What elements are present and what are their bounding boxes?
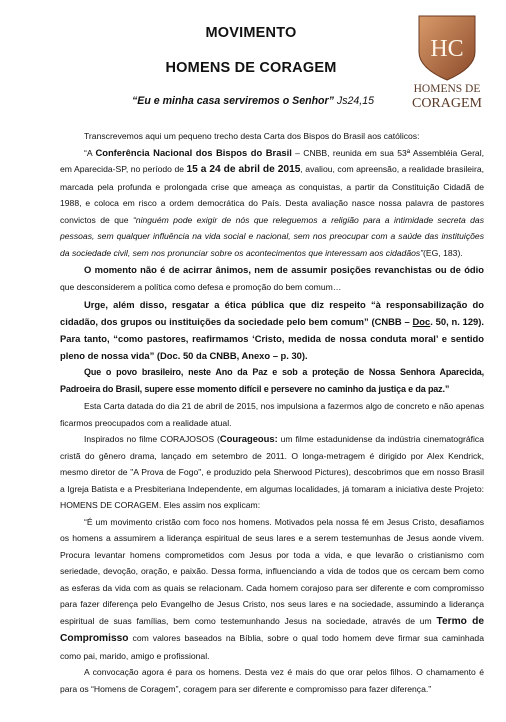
logo-line1: HOMENS DE [413,83,481,95]
p2-citation: “ninguém pode exigir de nós que releguemos a religião para a intimidade secreta das pessoas, sem qualquer influência na vida social e nacional, sem nos preocupar com a saúde das instituições da sociedade civil, sem nos pronunciar sobre os acontecimentos que interessam aos cidadãos” [60,214,484,258]
logo-monogram: HC [430,36,464,62]
p4-text-b: . 50, n. 129). Para tanto, “como pastores, reafirmamos ‘Cristo, medida de nossa conduta moral’ e sentido pleno de nossa vida” (Doc. 50 da CNBB, Anexo – p. 30). [60,316,484,361]
p7-text-a: Inspirados no filme CORAJOSOS ( [84,434,220,444]
p2-text-a: – CNBB, reunida em sua 53ª Assembléia Geral, em Aparecida-SP, no período de [60,147,485,174]
paragraph-call: A convocação agora é para os homens. Desta vez é mais do que orar pelos filhos. O chamamento é para os “Homens de Coragem”, coragem para ser diferente e compromisso para fazer diferença.” [60,667,484,694]
p2-dates: 15 a 24 de abril de 2015 [186,164,301,175]
p8-term: Termo de Compromisso [60,615,484,644]
p7-text-b: um filme estadunidense da indústria cinematográfica cristã do gênero drama, lançado em setembro de 2011. O longa-metragem é dirigido por Alex Kendrick, mesmo diretor de "A Prova de Fogo", e produzido pela Sherwood Pictures), descobrimos que em nosso Brasil a Igreja Batista e a Presbiteriana Independente, em algumas localidades, já tomaram a iniciativa deste Projeto: HOMENS DE CORAGEM. Eles assim nos explicam: [60,434,484,510]
p2-ref: (EG, 183). [423,247,463,258]
logo-line2: CORAGEM [411,96,483,110]
homens-de-coragem-logo [397,10,497,110]
paragraph-impulse: Esta Carta datada do dia 21 de abril de 2015, nos impulsiona a fazermos algo de concreto e não apenas ficarmos preocupados com a realidade atual. [60,401,484,428]
document-body [60,128,484,697]
p4-text-a: Urge, além disso, resgatar a ética pública que diz respeito “à responsabilização do cidadão, dos grupos ou instituições da sociedade pelo bem comum” (CNBB – [60,299,484,327]
paragraph-intro: Transcrevemos aqui um pequeno trecho desta Carta dos Bispos do Brasil aos católicos: [84,131,420,141]
p8-text-a: “É um movimento cristão com foco nos homens. Motivados pela nossa fé em Jesus Cristo, desafiamos os homens a assumirem a liderança espiritual de seus lares e a serem testemunhas de Jesus aonde vivem. Procura levantar homens comprometidos com Jesus por toda a vida, e que levarão o cristianismo com seriedade, devoção, oração, e paixão. Dessa forma, influenciando a vida de todos que os cercam bem como as esferas da vida com as quais se relacionam. Cada homem corajoso para ser diferente e com compromisso para fazer diferença pelo Evangelho de Jesus Cristo, nos seus lares e na sociedade, assumindo a liderança espiritual de suas famílias, bem como testemunhando Jesus na sociedade, através de um [60,516,484,626]
p2-cnbb-name: Conferência Nacional dos Bispos do Brasil [95,146,292,158]
page-title-line1: MOVIMENTO [205,25,297,41]
page-title-line2: HOMENS DE CORAGEM [165,60,337,76]
p2-open-quote: “A [84,147,96,158]
p3-text: que desconsiderem a política como defesa e promoção do bem comum… [60,282,342,292]
p4-doc: Doc [412,316,431,327]
paragraph-film [60,431,484,514]
quote-reference: Js24,15 [336,95,374,107]
paragraph-prayer: Que o povo brasileiro, neste Ano da Paz e sob a proteção de Nossa Senhora Aparecida, Padroeira do Brasil, supere esse momento difícil e persevere no caminho da justiça e da paz.” [60,367,484,394]
paragraph-ethics [60,296,484,364]
p7-courageous: Courageous: [219,433,278,444]
p8-text-b: com valores baseados na Bíblia, sobre o qual todo homem deve firmar sua caminhada como pai, marido, amigo e profissional. [60,633,484,661]
p2-text-b: , avaliou, com apreensão, a realidade brasileira, marcada pela profunda e prolongada crise que ameaça as conquistas, a partir da Constituição Cidadã de 1988, e coloca em risco a ordem democrática do País. Desta avaliação nasce nossa palavra de pastores convictos de que [60,164,484,225]
logo-shield-icon [397,10,497,110]
p3-bold: O momento não é de acirrar ânimos, nem de assumir posições revanchistas ou de ódio [84,264,484,275]
quote-text: “Eu e minha casa serviremos o Senhor” [131,95,334,107]
paragraph-movement [60,514,484,665]
paragraph-moment [60,261,484,296]
paragraph-cnbb-letter [60,145,484,262]
